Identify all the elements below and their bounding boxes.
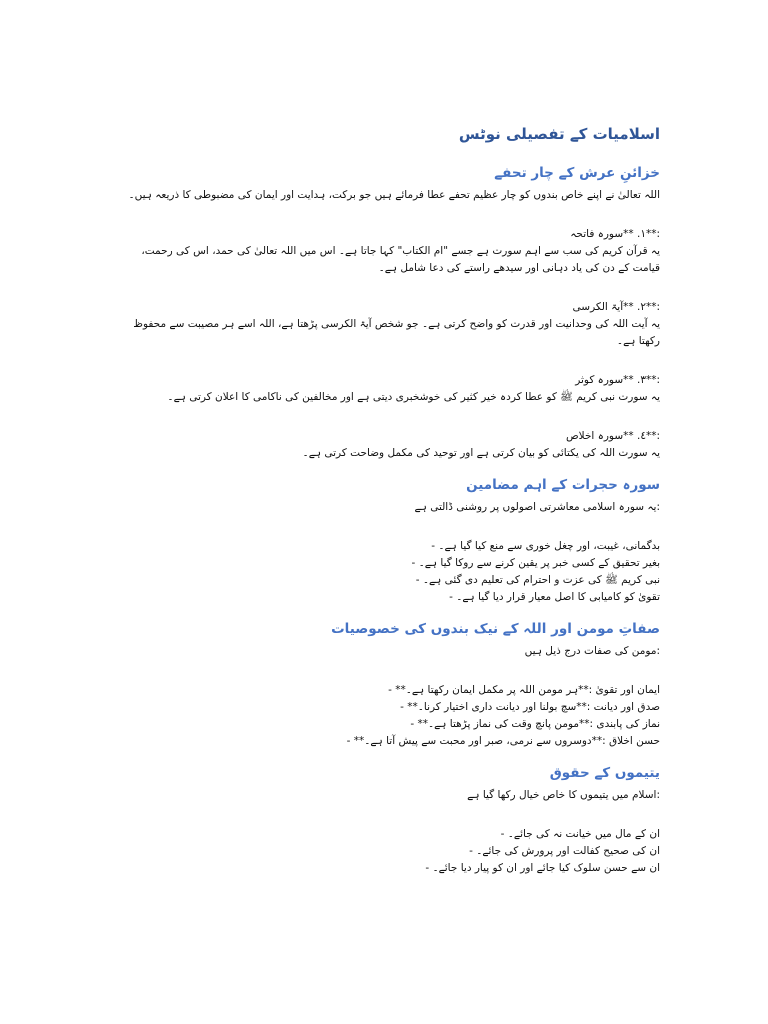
list-item: صدق اور دیانت :**سچ بولنا اور دیانت داری اختیار کرنا۔** - [400,701,660,713]
document-title: اسلامیات کے تفصیلی نوٹس [458,125,660,143]
list-item: بدگمانی، غیبت، اور چغل خوری سے منع کیا گیا ہے۔ - [431,540,660,552]
list-item: تقویٰ کو کامیابی کا اصل معیار قرار دیا گیا ہے۔ - [449,591,660,603]
list-item: ایمان اور تقویٰ :**ہر مومن اللہ پر مکمل ایمان رکھتا ہے۔** - [388,684,660,696]
list-item: نبی کریم ﷺ کی عزت و احترام کی تعلیم دی گئی ہے۔ - [415,574,660,586]
item-text-kursi: یہ آیت اللہ کی وحدانیت اور قدرت کو واضح کرتی ہے۔ جو شخص آیۃ الکرسی پڑھتا ہے، اللہ اسے ہر مصیبت سے محفوظ رکھتا ہے۔ [133,318,660,347]
list-item: نماز کی پابندی :**مومن پانچ وقت کی نماز پڑھتا ہے۔** - [410,718,660,730]
list-item: ان کے مال میں خیانت نہ کی جائے۔ - [500,828,660,840]
section-heading-orphans: یتیموں کے حقوق [549,765,660,781]
section-intro-hujurat: :یہ سورہ اسلامی معاشرتی اصولوں پر روشنی ڈالتی ہے [414,501,660,513]
list-item: حسن اخلاق :**دوسروں سے نرمی، صبر اور محبت سے پیش آتا ہے۔** - [346,735,660,747]
section-intro-orphans: :اسلام میں یتیموں کا خاص خیال رکھا گیا ہے [467,789,660,801]
section-intro-momin: :مومن کی صفات درج ذیل ہیں [524,645,660,657]
list-item: ان سے حسن سلوک کیا جائے اور ان کو پیار دیا جائے۔ - [425,862,660,874]
item-label-kursi: :**۲. **آیۃ الکرسی [572,301,660,313]
item-text-ikhlas: یہ سورت اللہ کی یکتائی کو بیان کرتی ہے اور توحید کی مکمل وضاحت کرتی ہے۔ [302,447,660,459]
item-label-fatiha: :**۱. **سورہ فاتحہ [570,228,660,240]
section-heading-momin: صفاتِ مومن اور اللہ کے نیک بندوں کی خصوصیات [331,621,660,637]
section-intro-treasures: اللہ تعالیٰ نے اپنے خاص بندوں کو چار عظیم تحفے عطا فرمائے ہیں جو برکت، ہدایت اور ایمان کی مضبوطی کا ذریعہ ہیں۔ [128,189,660,201]
section-heading-hujurat: سورہ حجرات کے اہم مضامین [466,477,660,493]
item-label-ikhlas: :**٤. **سورہ اخلاص [565,430,660,442]
item-text-kauthar: یہ سورت نبی کریم ﷺ کو عطا کردہ خیر کثیر کی خوشخبری دیتی ہے اور مخالفین کی ناکامی کا اعلان کرتی ہے۔ [167,391,660,403]
document-page [112,122,660,877]
item-label-kauthar: :**۳. **سورہ کوثر [575,374,660,386]
item-text-fatiha: یہ قرآن کریم کی سب سے اہم سورت ہے جسے "ام الکتاب" کہا جاتا ہے۔ اس میں اللہ تعالیٰ کی حمد، اس کی رحمت، قیامت کے دن کی یاد دہانی اور سیدھے راستے کی دعا شامل ہے۔ [141,245,660,274]
list-item: بغیر تحقیق کے کسی خبر پر یقین کرنے سے روکا گیا ہے۔ - [411,557,660,569]
section-heading-treasures: خزائنِ عرش کے چار تحفے [494,165,660,181]
list-item: ان کی صحیح کفالت اور پرورش کی جائے۔ - [469,845,660,857]
